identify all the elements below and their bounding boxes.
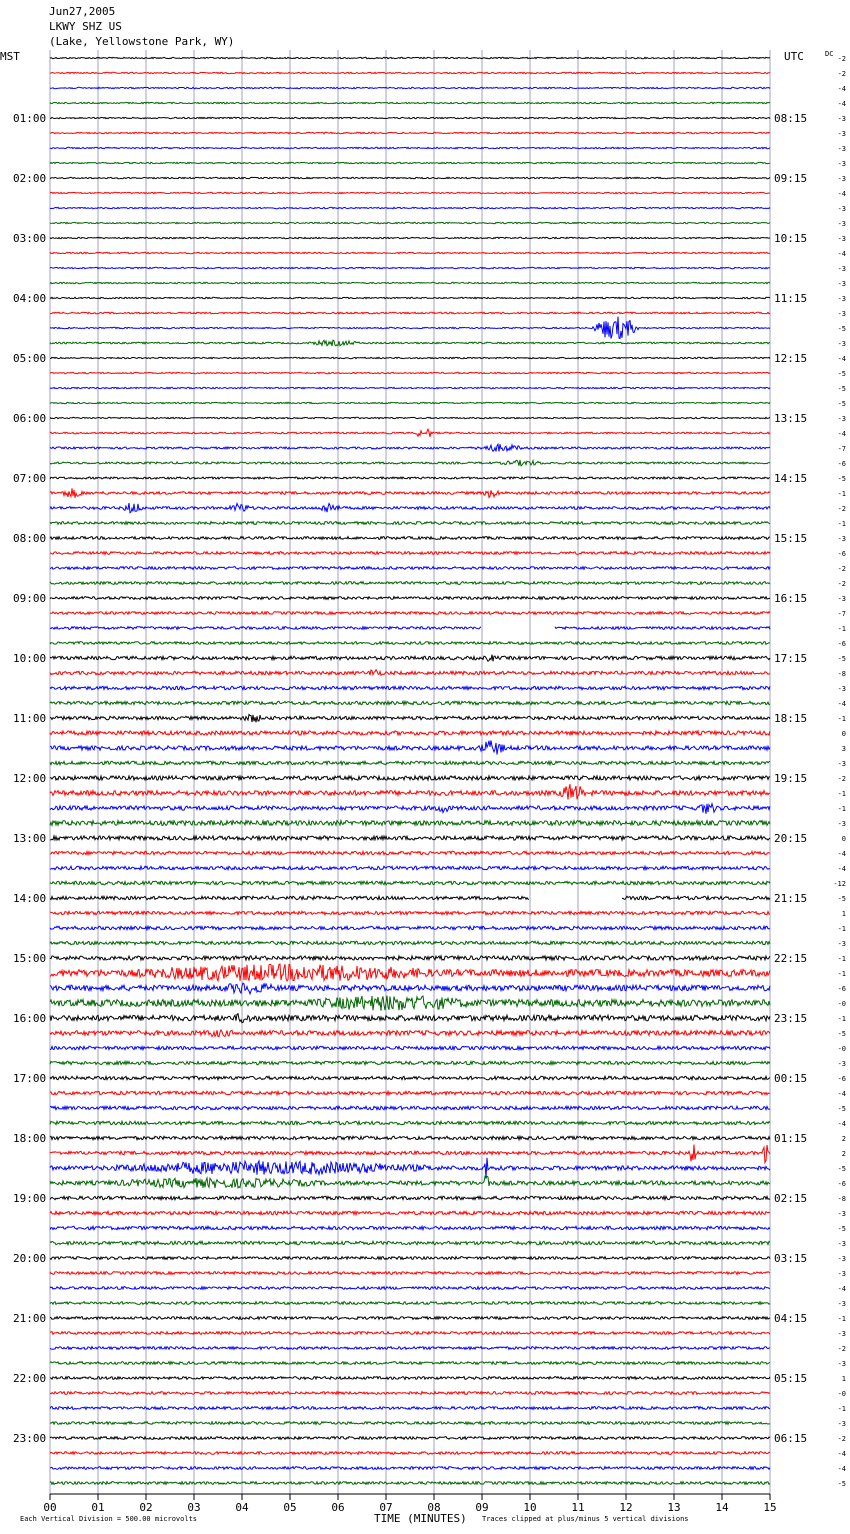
trace-line: [50, 784, 770, 799]
mst-hour-label: 14:00: [13, 892, 47, 905]
dc-offset-label: -8: [837, 1195, 846, 1203]
x-tick-label: 13: [667, 1501, 681, 1514]
dc-offset-label: -1: [837, 490, 846, 498]
trace-line: [50, 357, 770, 358]
trace-line: [50, 804, 770, 814]
dc-offset-label: -3: [837, 535, 846, 543]
dc-offset-label: -5: [837, 1225, 846, 1233]
dc-offset-label: -7: [837, 610, 846, 618]
x-tick-label: 05: [283, 1501, 297, 1514]
trace-line: [50, 1091, 770, 1094]
trace-line: [50, 1422, 770, 1425]
dc-offset-label: -5: [837, 400, 846, 408]
trace-line: [50, 1362, 770, 1365]
trace-line: [50, 1061, 770, 1064]
dc-offset-label: -1: [837, 1405, 846, 1413]
mst-hour-label: 06:00: [13, 412, 47, 425]
trace-line: [50, 1377, 770, 1380]
utc-hour-label: 18:15: [774, 712, 808, 725]
utc-axis-title: UTC: [784, 50, 804, 63]
utc-hour-label: 08:15: [774, 112, 808, 125]
mst-hour-label: 08:00: [13, 532, 47, 545]
trace-line: [50, 297, 770, 298]
dc-offset-label: -4: [837, 1120, 846, 1128]
x-tick-label: 10: [523, 1501, 537, 1514]
x-tick-label: 14: [715, 1501, 729, 1514]
dc-offset-label: -3: [837, 1210, 846, 1218]
trace-line: [50, 372, 770, 373]
mst-hour-label: 05:00: [13, 352, 47, 365]
dc-offset-label: -2: [837, 55, 846, 63]
trace-line: [50, 282, 770, 283]
trace-line: [50, 1467, 770, 1470]
dc-offset-label: -3: [837, 1360, 846, 1368]
mst-hour-label: 16:00: [13, 1012, 47, 1025]
trace-line: [50, 1226, 770, 1229]
dc-offset-label: -3: [837, 220, 846, 228]
trace-line: [50, 340, 770, 346]
trace-line: [50, 1347, 770, 1350]
x-axis-label: TIME (MINUTES): [374, 1512, 467, 1525]
trace-line: [50, 741, 770, 755]
utc-hour-label: 10:15: [774, 232, 808, 245]
dc-offset-label: -5: [837, 370, 846, 378]
dc-offset-label: -3: [837, 160, 846, 168]
mst-hour-label: 11:00: [13, 712, 47, 725]
trace-line: [50, 836, 770, 840]
trace-line: [50, 1482, 770, 1485]
dc-offset-label: -4: [837, 100, 846, 108]
utc-hour-label: 00:15: [774, 1072, 808, 1085]
utc-hour-label: 17:15: [774, 652, 808, 665]
mst-hour-label: 18:00: [13, 1132, 47, 1145]
dc-offset-label: -4: [837, 430, 846, 438]
trace-line: [50, 1287, 770, 1290]
dc-offset-label: -5: [837, 325, 846, 333]
trace-line: [50, 567, 770, 570]
trace-line: [50, 597, 770, 600]
mst-hour-label: 15:00: [13, 952, 47, 965]
trace-line: [50, 488, 770, 498]
dc-offset-label: -3: [837, 1270, 846, 1278]
trace-line: [50, 87, 770, 88]
dc-offset-label: -4: [837, 1090, 846, 1098]
utc-hour-label: 05:15: [774, 1372, 808, 1385]
trace-line: [50, 926, 770, 929]
trace-line: [50, 964, 770, 981]
dc-offset-label: -2: [837, 1435, 846, 1443]
mst-hour-label: 02:00: [13, 172, 47, 185]
dc-offset-label: 1: [841, 910, 846, 918]
utc-hour-label: 12:15: [774, 352, 808, 365]
trace-line: [50, 655, 770, 662]
trace-line: [50, 686, 770, 689]
dc-offset-label: -1: [837, 790, 846, 798]
dc-offset-label: -3: [837, 760, 846, 768]
dc-label: DC: [825, 50, 834, 58]
trace-line: [50, 1030, 770, 1037]
dc-offset-label: -3: [837, 115, 846, 123]
x-tick-label: 03: [187, 1501, 201, 1514]
dc-offset-label: -2: [837, 1345, 846, 1353]
mst-hour-label: 09:00: [13, 592, 47, 605]
x-tick-label: 12: [619, 1501, 633, 1514]
trace-line: [50, 731, 770, 735]
trace-line: [50, 896, 770, 899]
utc-hour-label: 22:15: [774, 952, 808, 965]
dc-offset-label: -3: [837, 145, 846, 153]
date-label: Jun27,2005: [49, 5, 116, 18]
dc-offset-label: -2: [837, 565, 846, 573]
trace-line: [50, 1332, 770, 1335]
dc-offset-label: -3: [837, 940, 846, 948]
dc-offset-label: -1: [837, 955, 846, 963]
mst-hour-label: 20:00: [13, 1252, 47, 1265]
dc-offset-label: -6: [837, 985, 846, 993]
trace-line: [50, 911, 770, 914]
trace-line: [50, 192, 770, 193]
mst-hour-label: 12:00: [13, 772, 47, 785]
trace-line: [50, 612, 770, 615]
dc-offset-label: 1: [841, 1375, 846, 1383]
trace-line: [50, 956, 770, 960]
trace-line: [50, 237, 770, 238]
trace-line: [50, 1136, 770, 1139]
utc-hour-label: 16:15: [774, 592, 808, 605]
x-tick-label: 08: [427, 1501, 441, 1514]
trace-line: [50, 941, 770, 944]
dc-offset-label: -3: [837, 175, 846, 183]
trace-line: [50, 102, 770, 103]
scale-note: Each Vertical Division = 500.00 microvolts: [20, 1515, 198, 1523]
mst-hour-label: 21:00: [13, 1312, 47, 1325]
dc-offset-label: -2: [837, 70, 846, 78]
trace-line: [50, 1241, 770, 1244]
dc-offset-label: 2: [841, 1150, 846, 1158]
trace-line: [50, 1196, 770, 1199]
dc-offset-label: -3: [837, 265, 846, 273]
dc-offset-label: -5: [837, 1480, 846, 1488]
trace-line: [50, 503, 770, 513]
dc-offset-label: -4: [837, 850, 846, 858]
dc-offset-label: -0: [837, 1000, 846, 1008]
dc-offset-label: -3: [837, 595, 846, 603]
x-tick-label: 15: [763, 1501, 777, 1514]
dc-offset-label: -3: [837, 235, 846, 243]
utc-hour-label: 11:15: [774, 292, 808, 305]
utc-hour-label: 23:15: [774, 1012, 808, 1025]
trace-line: [50, 222, 770, 223]
trace-line: [50, 387, 770, 388]
mst-hour-label: 22:00: [13, 1372, 47, 1385]
dc-offset-label: -3: [837, 310, 846, 318]
x-tick-label: 09: [475, 1501, 489, 1514]
trace-line: [50, 1211, 770, 1214]
dc-offset-label: -8: [837, 670, 846, 678]
dc-offset-label: 0: [841, 835, 846, 843]
mst-hour-label: 19:00: [13, 1192, 47, 1205]
trace-line: [50, 821, 770, 826]
utc-hour-label: 13:15: [774, 412, 808, 425]
dc-offset-label: -5: [837, 1105, 846, 1113]
mst-hour-label: 04:00: [13, 292, 47, 305]
dc-offset-label: -1: [837, 625, 846, 633]
trace-line: [50, 1145, 770, 1163]
dc-offset-label: -4: [837, 250, 846, 258]
trace-line: [50, 417, 770, 418]
dc-offset-label: -1: [837, 925, 846, 933]
dc-offset-label: -0: [837, 1045, 846, 1053]
dc-offset-label: -5: [837, 655, 846, 663]
dc-offset-label: -2: [837, 775, 846, 783]
mst-hour-label: 07:00: [13, 472, 47, 485]
utc-hour-label: 21:15: [774, 892, 808, 905]
dc-offset-label: -3: [837, 1240, 846, 1248]
trace-line: [50, 162, 770, 163]
dc-offset-label: -3: [837, 1330, 846, 1338]
trace-line: [50, 207, 770, 208]
dc-offset-label: -4: [837, 1450, 846, 1458]
trace-line: [50, 1437, 770, 1440]
trace-line: [50, 429, 770, 437]
trace-line: [50, 1158, 770, 1178]
mst-axis-title: MST: [0, 50, 20, 63]
x-tick-label: 11: [571, 1501, 585, 1514]
x-tick-label: 07: [379, 1501, 393, 1514]
dc-offset-label: -3: [837, 205, 846, 213]
dc-offset-label: -3: [837, 685, 846, 693]
trace-line: [50, 522, 770, 525]
dc-offset-label: -2: [837, 580, 846, 588]
dc-offset-label: -1: [837, 1015, 846, 1023]
trace-line: [50, 1106, 770, 1109]
dc-offset-label: -5: [837, 1030, 846, 1038]
trace-line: [50, 460, 770, 466]
x-tick-label: 06: [331, 1501, 345, 1514]
utc-hour-label: 14:15: [774, 472, 808, 485]
x-tick-label: 04: [235, 1501, 249, 1514]
dc-offset-label: -3: [837, 415, 846, 423]
dc-offset-label: -6: [837, 640, 846, 648]
utc-hour-label: 03:15: [774, 1252, 808, 1265]
trace-line: [50, 402, 770, 403]
trace-line: [50, 701, 770, 704]
dc-offset-label: -4: [837, 190, 846, 198]
location-label: (Lake, Yellowstone Park, WY): [49, 35, 235, 48]
utc-hour-label: 20:15: [774, 832, 808, 845]
dc-offset-label: -4: [837, 700, 846, 708]
trace-line: [50, 1076, 770, 1079]
dc-offset-label: 3: [841, 745, 846, 753]
trace-line: [50, 866, 770, 869]
dc-offset-label: -3: [837, 295, 846, 303]
trace-line: [50, 776, 770, 780]
trace-line: [50, 267, 770, 268]
utc-hour-label: 19:15: [774, 772, 808, 785]
dc-offset-label: -4: [837, 355, 846, 363]
trace-line: [50, 1121, 770, 1124]
trace-line: [50, 761, 770, 764]
dc-offset-label: -3: [837, 1300, 846, 1308]
dc-offset-label: -3: [837, 820, 846, 828]
mst-hour-label: 13:00: [13, 832, 47, 845]
x-tick-label: 00: [43, 1501, 57, 1514]
dc-offset-label: -1: [837, 715, 846, 723]
dc-offset-label: -5: [837, 1165, 846, 1173]
trace-line: [50, 983, 770, 994]
trace-line: [50, 317, 770, 339]
utc-hour-label: 04:15: [774, 1312, 808, 1325]
trace-line: [50, 117, 770, 118]
trace-line: [50, 537, 770, 540]
dc-offset-label: -3: [837, 340, 846, 348]
mst-hour-label: 17:00: [13, 1072, 47, 1085]
trace-line: [50, 312, 770, 314]
trace-line: [50, 1176, 770, 1188]
dc-offset-label: -6: [837, 460, 846, 468]
trace-line: [50, 1407, 770, 1410]
trace-line: [50, 477, 770, 479]
dc-offset-label: 0: [841, 730, 846, 738]
clip-note: Traces clipped at plus/minus 5 vertical divisions: [482, 1515, 689, 1523]
trace-line: [50, 444, 770, 451]
dc-offset-label: -4: [837, 85, 846, 93]
dc-offset-label: -4: [837, 1465, 846, 1473]
trace-line: [50, 57, 770, 58]
mst-hour-label: 23:00: [13, 1432, 47, 1445]
dc-offset-label: -1: [837, 805, 846, 813]
dc-offset-label: -4: [837, 865, 846, 873]
mst-hour-label: 03:00: [13, 232, 47, 245]
trace-line: [50, 881, 770, 884]
trace-line: [50, 715, 770, 723]
trace-line: [50, 996, 770, 1011]
trace-line: [50, 1257, 770, 1260]
dc-offset-label: -6: [837, 550, 846, 558]
dc-offset-label: -7: [837, 445, 846, 453]
utc-hour-label: 06:15: [774, 1432, 808, 1445]
mst-hour-label: 10:00: [13, 652, 47, 665]
utc-hour-label: 15:15: [774, 532, 808, 545]
dc-offset-label: -6: [837, 1180, 846, 1188]
trace-line: [50, 1302, 770, 1305]
dc-offset-label: -0: [837, 1390, 846, 1398]
trace-line: [50, 177, 770, 178]
dc-offset-label: -1: [837, 1315, 846, 1323]
dc-offset-label: -5: [837, 895, 846, 903]
dc-offset-label: -3: [837, 130, 846, 138]
dc-offset-label: -6: [837, 1075, 846, 1083]
dc-offset-label: 2: [841, 1135, 846, 1143]
x-tick-label: 01: [91, 1501, 105, 1514]
trace-line: [50, 582, 770, 585]
dc-offset-label: -3: [837, 1060, 846, 1068]
dc-offset-label: -3: [837, 1420, 846, 1428]
dc-offset-label: -5: [837, 475, 846, 483]
dc-offset-label: -2: [837, 505, 846, 513]
trace-line: [50, 252, 770, 253]
x-tick-label: 02: [139, 1501, 153, 1514]
trace-line: [50, 627, 770, 630]
station-label: LKWY SHZ US: [49, 20, 122, 33]
trace-line: [50, 1452, 770, 1455]
trace-line: [50, 147, 770, 148]
trace-line: [50, 1046, 770, 1049]
mst-hour-label: 01:00: [13, 112, 47, 125]
trace-line: [50, 132, 770, 133]
trace-line: [50, 851, 770, 854]
dc-offset-label: -1: [837, 970, 846, 978]
dc-offset-label: -5: [837, 385, 846, 393]
trace-line: [50, 670, 770, 676]
dc-offset-label: -3: [837, 280, 846, 288]
trace-line: [50, 552, 770, 555]
dc-offset-label: -12: [833, 880, 846, 888]
trace-line: [50, 642, 770, 645]
dc-offset-label: -3: [837, 1255, 846, 1263]
utc-hour-label: 02:15: [774, 1192, 808, 1205]
dc-offset-label: -1: [837, 520, 846, 528]
trace-line: [50, 72, 770, 73]
utc-hour-label: 01:15: [774, 1132, 808, 1145]
trace-line: [50, 1272, 770, 1275]
trace-line: [50, 1392, 770, 1395]
utc-hour-label: 09:15: [774, 172, 808, 185]
dc-offset-label: -4: [837, 1285, 846, 1293]
trace-line: [50, 1317, 770, 1320]
trace-line: [50, 1014, 770, 1023]
